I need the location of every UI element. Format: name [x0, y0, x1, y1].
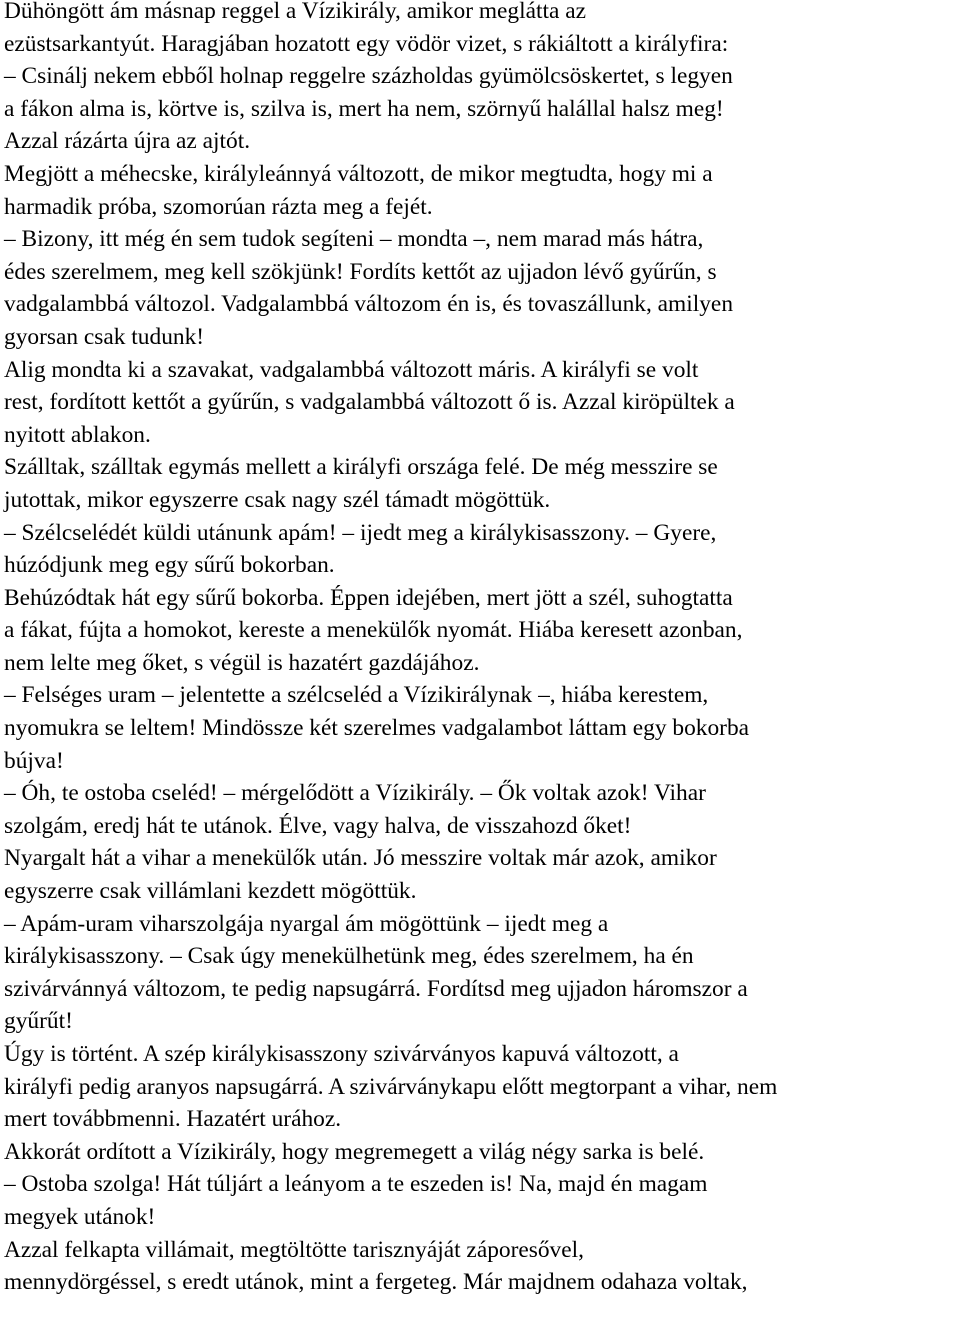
- text-line: egyszerre csak villámlani kezdett mögöttük.: [4, 878, 417, 905]
- text-line: gyorsan csak tudunk!: [4, 323, 205, 350]
- text-line: Behúzódtak hát egy sűrű bokorba. Éppen idejében, mert jött a szél, suhogtatta: [4, 584, 733, 611]
- text-line: jutottak, mikor egyszerre csak nagy szél támadt mögöttük.: [4, 486, 551, 513]
- text-line: mert továbbmenni. Hazatért urához.: [4, 1106, 342, 1133]
- text-line: – Óh, te ostoba cseléd! – mérgelődött a Vízikirály. – Ők voltak azok! Vihar: [4, 780, 706, 807]
- text-line: nyitott ablakon.: [4, 421, 151, 448]
- text-line: Azzal rázárta újra az ajtót.: [4, 128, 251, 155]
- text-line: bújva!: [4, 747, 64, 774]
- text-line: nem lelte meg őket, s végül is hazatért gazdájához.: [4, 649, 480, 676]
- text-line: – Felséges uram – jelentette a szélcseléd a Vízikirálynak –, hiába kerestem,: [4, 682, 709, 709]
- text-line: a fákat, fújta a homokot, kereste a menekülők nyomát. Hiába keresett azonban,: [4, 617, 743, 644]
- text-line: – Csinálj nekem ebből holnap reggelre százholdas gyümölcsöskertet, s legyen: [4, 63, 733, 90]
- text-line: megyek utánok!: [4, 1203, 156, 1230]
- text-line: – Szélcselédét küldi utánunk apám! – ijedt meg a királykisasszony. – Gyere,: [4, 519, 717, 546]
- text-line: királyfi pedig aranyos napsugárrá. A szivárványkapu előtt megtorpant a vihar, nem: [4, 1073, 778, 1100]
- text-line: Azzal felkapta villámait, megtöltötte tarisznyáját záporesővel,: [4, 1236, 584, 1263]
- text-line: szolgám, eredj hát te utánok. Élve, vagy halva, de visszahozd őket!: [4, 812, 632, 839]
- text-line: mennydörgéssel, s eredt utánok, mint a fergeteg. Már majdnem odahaza voltak,: [4, 1269, 748, 1296]
- text-line: gyűrűt!: [4, 1008, 73, 1035]
- text-line: rest, fordított kettőt a gyűrűn, s vadgalambbá változott ő is. Azzal kiröpültek a: [4, 389, 735, 416]
- text-line: Akkorát ordított a Vízikirály, hogy megremegett a világ négy sarka is belé.: [4, 1138, 705, 1165]
- text-line: – Ostoba szolga! Hát túljárt a leányom a te eszeden is! Na, majd én magam: [4, 1171, 708, 1198]
- text-line: – Apám-uram viharszolgája nyargal ám mögöttünk – ijedt meg a: [4, 910, 609, 937]
- story-text: [4, 0, 960, 1299]
- text-line: szivárvánnyá változom, te pedig napsugárrá. Fordítsd meg ujjadon háromszor a: [4, 975, 748, 1002]
- text-line: vadgalambbá változol. Vadgalambbá változom én is, és tovaszállunk, amilyen: [4, 291, 734, 318]
- text-line: ezüstsarkantyút. Haragjában hozatott egy vödör vizet, s rákiáltott a királyfira:: [4, 30, 729, 57]
- text-line: királykisasszony. – Csak úgy menekülhetünk meg, édes szerelmem, ha én: [4, 943, 694, 970]
- text-line: nyomukra se leltem! Mindössze két szerelmes vadgalambot láttam egy bokorba: [4, 715, 750, 742]
- text-line: Alig mondta ki a szavakat, vadgalambbá változott máris. A királyfi se volt: [4, 356, 699, 383]
- text-line: Nyargalt hát a vihar a menekülők után. Jó messzire voltak már azok, amikor: [4, 845, 717, 872]
- text-line: harmadik próba, szomorúan rázta meg a fejét.: [4, 193, 433, 220]
- text-line: – Bizony, itt még én sem tudok segíteni – mondta –, nem marad más hátra,: [4, 226, 704, 253]
- text-line: Úgy is történt. A szép királykisasszony szivárványos kapuvá változott, a: [4, 1041, 679, 1067]
- text-line: húzódjunk meg egy sűrű bokorban.: [4, 552, 335, 579]
- text-line: Megjött a méhecske, királyleánnyá változott, de mikor megtudta, hogy mi a: [4, 160, 713, 187]
- text-line: a fákon alma is, körtve is, szilva is, mert ha nem, szörnyű halállal halsz meg!: [4, 95, 724, 122]
- text-line: Szálltak, szálltak egymás mellett a királyfi országa felé. De még messzire se: [4, 454, 718, 481]
- text-line: Dühöngött ám másnap reggel a Vízikirály, amikor meglátta az: [4, 0, 586, 24]
- text-line: édes szerelmem, meg kell szökjünk! Fordíts kettőt az ujjadon lévő gyűrűn, s: [4, 258, 717, 285]
